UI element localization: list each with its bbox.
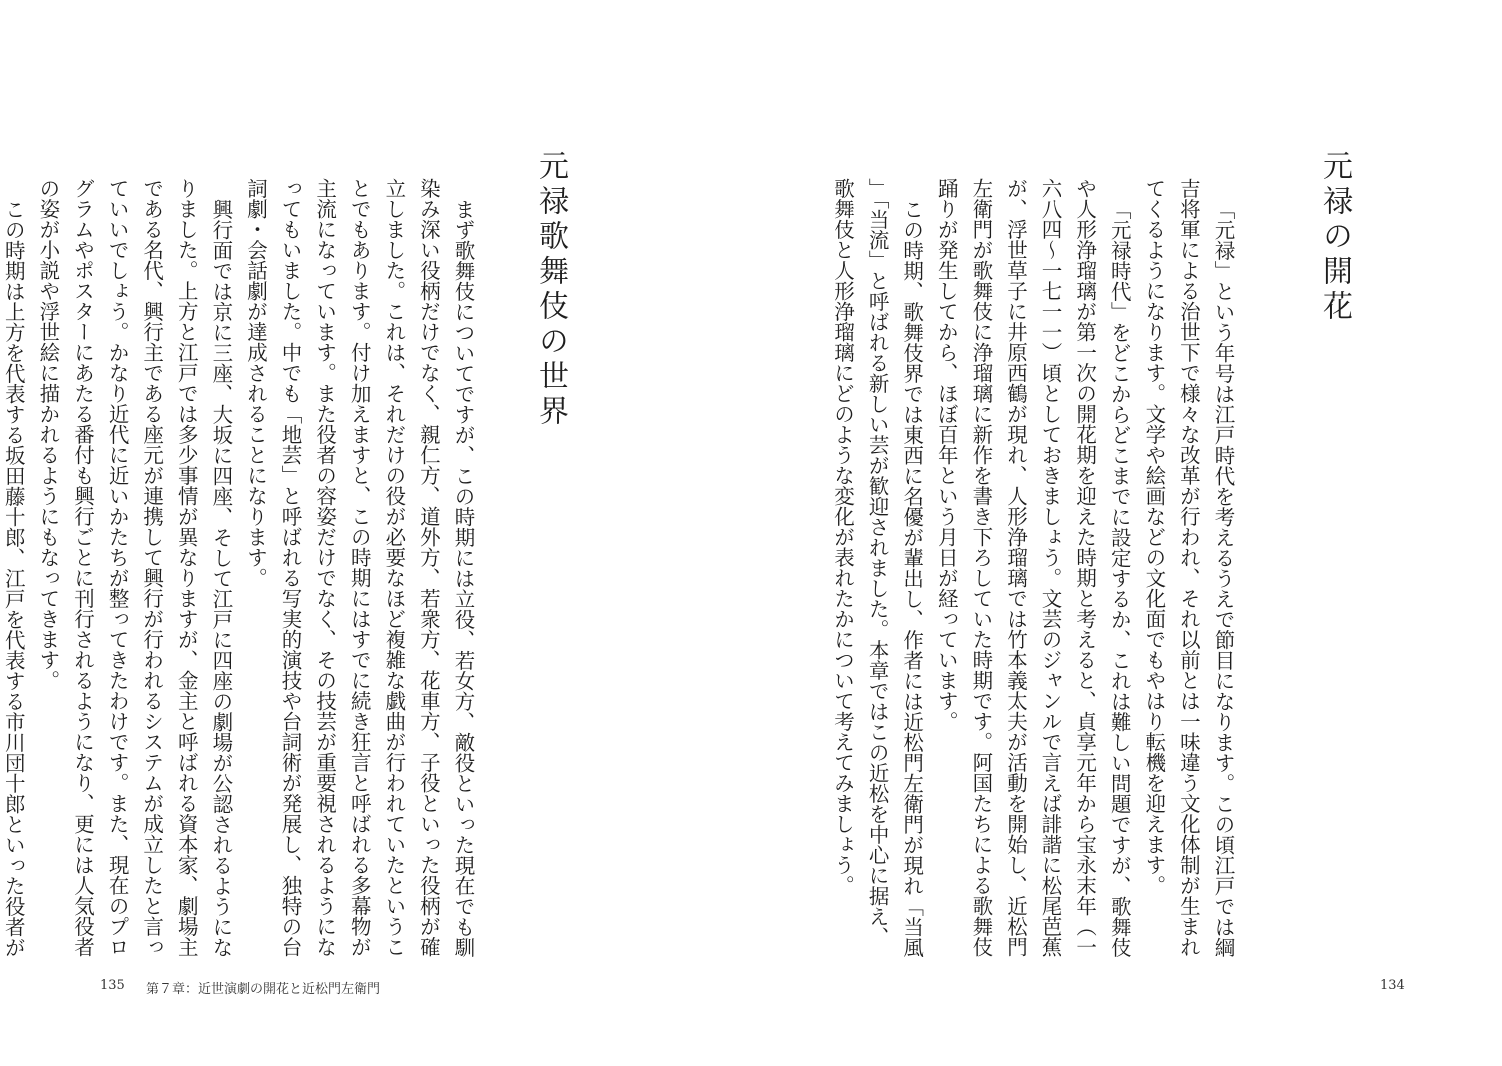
section-heading-genroku-kabuki-world: 元禄歌舞伎の世界 [533, 150, 568, 430]
paragraph: 「元禄」という年号は江戸時代を考えるうえで節目になります。この頃江戸では綱吉将軍による治世下で様々な改革が行われ、それ以前とは一味違う文化体制が生まれてくるようになります。文学や絵画などの文化面でもやはり転機を迎えます。 [1141, 178, 1235, 957]
running-head: 第７章：近世演劇の開花と近松門左衛門 [146, 982, 381, 997]
body-text-right-page [600, 178, 1240, 962]
page-number-left: 135 [100, 978, 125, 993]
paragraph: 「元禄時代」をどこからどこまでに設定するか、これは難しい問題ですが、歌舞伎や人形浄瑠璃が第一次の開花期を迎えた時期と考えると、貞享元年から宝永末年（一六八四〜一七一一）頃としておきましょう。文芸のジャンルで言えば誹諧に松尾芭蕉が、浮世草子に井原西鶴が現れ、人形浄瑠璃では竹本義太夫が活動を開始し、近松門左衛門が歌舞伎に浄瑠璃に新作を書き下ろしていた時期です。阿国たちによる歌舞伎踊りが発生してから、ほぼ百年という月日が経っています。 [934, 178, 1132, 957]
body-text-left-page [1, 178, 480, 962]
paragraph: この時期、歌舞伎界では東西に名優が輩出し、作者には近松門左衛門が現れ「当風」「当流」と呼ばれる新しい芸が歓迎されました。本章ではこの近松を中心に据え、歌舞伎と人形浄瑠璃にどのような変化が表れたかについて考えてみましょう。 [830, 178, 924, 957]
paragraph: まず歌舞伎についてですが、この時期には立役、若女方、敵役といった現在でも馴染み深い役柄だけでなく、親仁方、道外方、若衆方、花車方、子役といった役柄が確立しました。これは、それだけの役が必要なほど複雑な戯曲が行われていたということでもあります。付け加えますと、この時期にはすでに続き狂言と呼ばれる多幕物が主流になっています。また役者の容姿だけでなく、その技芸が重要視されるようになってもいました。中でも「地芸」と呼ばれる写実的演技や台詞術が発展し、独特の台詞劇・会話劇が達成されることになります。 [243, 178, 475, 957]
paragraph: 興行面では京に三座、大坂に四座、そして江戸に四座の劇場が公認されるようになりました。上方と江戸では多少事情が異なりますが、金主と呼ばれる資本家、劇場主である名代、興行主である座元が連携して興行が行われるシステムが成立したと言っていいでしょう。かなり近代に近いかたちが整ってきたわけです。また、現在のプログラムやポスターにあたる番付も興行ごとに刊行されるようになり、更には人気役者の姿が小説や浮世絵に描かれるようにもなってきます。 [35, 178, 233, 957]
paragraph: この時期は上方を代表する坂田藤十郎、江戸を代表する市川団十郎といった役者が [1, 198, 26, 957]
page-number-right: 134 [1380, 978, 1405, 993]
section-heading-genroku-flowering: 元禄の開花 [1317, 150, 1352, 325]
